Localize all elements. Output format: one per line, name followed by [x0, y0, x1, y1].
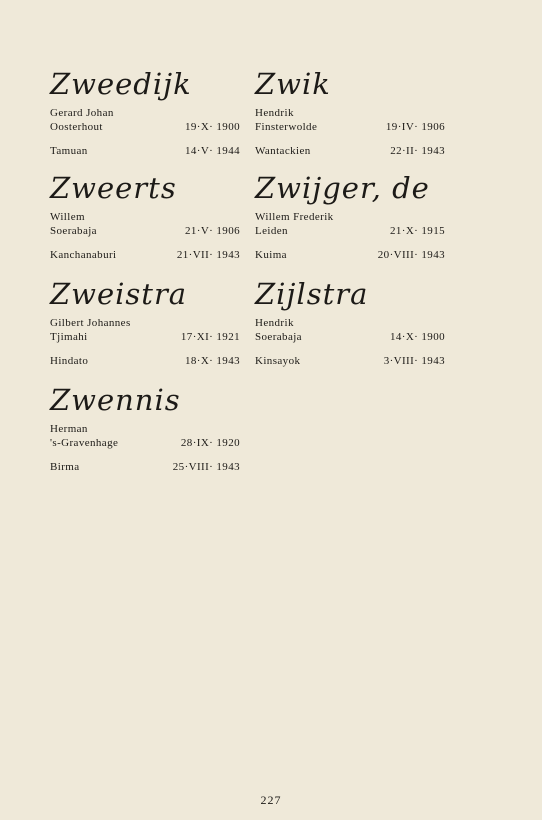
entry-zijlstra	[255, 278, 445, 368]
entry-zwennis	[50, 384, 240, 474]
birth-place: Oosterhout	[50, 121, 103, 133]
birth-place: Tjimahi	[50, 331, 88, 343]
birth-date: 14·X· 1900	[389, 331, 445, 343]
death-date: 14·V· 1944	[184, 145, 240, 157]
birth-date: 28·IX· 1920	[180, 437, 240, 449]
surname: Zijlstra	[255, 277, 369, 311]
death-place: Birma	[50, 461, 80, 473]
birth-row	[50, 224, 240, 238]
death-place: Kanchanaburi	[50, 249, 117, 261]
given-name: Hendrik	[255, 107, 294, 119]
death-row	[50, 144, 240, 158]
birth-row	[50, 436, 240, 450]
birth-row	[50, 120, 240, 134]
entry-zwik	[255, 68, 445, 158]
birth-date: 19·X· 1900	[184, 121, 240, 133]
given-name: Willem Frederik	[255, 211, 334, 223]
death-date: 25·VIII· 1943	[172, 461, 240, 473]
surname: Zweerts	[50, 171, 177, 205]
given-name: Herman	[50, 423, 88, 435]
birth-row	[255, 120, 445, 134]
given-name: Gilbert Johannes	[50, 317, 131, 329]
death-date: 3·VIII· 1943	[383, 355, 445, 367]
death-place: Wantackien	[255, 145, 311, 157]
death-place: Kinsayok	[255, 355, 301, 367]
death-row	[50, 460, 240, 474]
entry-zweerts	[50, 172, 240, 262]
death-date: 18·X· 1943	[184, 355, 240, 367]
birth-date: 17·XI· 1921	[180, 331, 240, 343]
surname: Zweedijk	[50, 67, 192, 101]
birth-date: 19·IV· 1906	[385, 121, 445, 133]
surname: Zwennis	[50, 383, 181, 417]
death-row	[50, 248, 240, 262]
birth-place: 's-Gravenhage	[50, 437, 119, 449]
entry-zweistra	[50, 278, 240, 368]
birth-row	[50, 330, 240, 344]
birth-date: 21·V· 1906	[184, 225, 240, 237]
birth-place: Soerabaja	[50, 225, 97, 237]
death-row	[255, 248, 445, 262]
death-row	[255, 354, 445, 368]
surname: Zwik	[255, 67, 331, 101]
death-place: Hindato	[50, 355, 89, 367]
given-name: Willem	[50, 211, 85, 223]
death-row	[50, 354, 240, 368]
given-name: Gerard Johan	[50, 107, 114, 119]
birth-date: 21·X· 1915	[389, 225, 445, 237]
entry-zwijger-de	[255, 172, 445, 262]
death-row	[255, 144, 445, 158]
birth-place: Finsterwolde	[255, 121, 318, 133]
surname: Zwijger, de	[255, 171, 430, 205]
surname: Zweistra	[50, 277, 188, 311]
page-number: 227	[260, 793, 282, 807]
death-place: Kuima	[255, 249, 287, 261]
birth-place: Leiden	[255, 225, 288, 237]
death-place: Tamuan	[50, 145, 88, 157]
birth-row	[255, 330, 445, 344]
death-date: 22·II· 1943	[390, 145, 445, 157]
given-name: Hendrik	[255, 317, 294, 329]
death-date: 21·VII· 1943	[176, 249, 240, 261]
birth-place: Soerabaja	[255, 331, 302, 343]
entry-zweedijk	[50, 68, 240, 158]
birth-row	[255, 224, 445, 238]
death-date: 20·VIII· 1943	[377, 249, 445, 261]
